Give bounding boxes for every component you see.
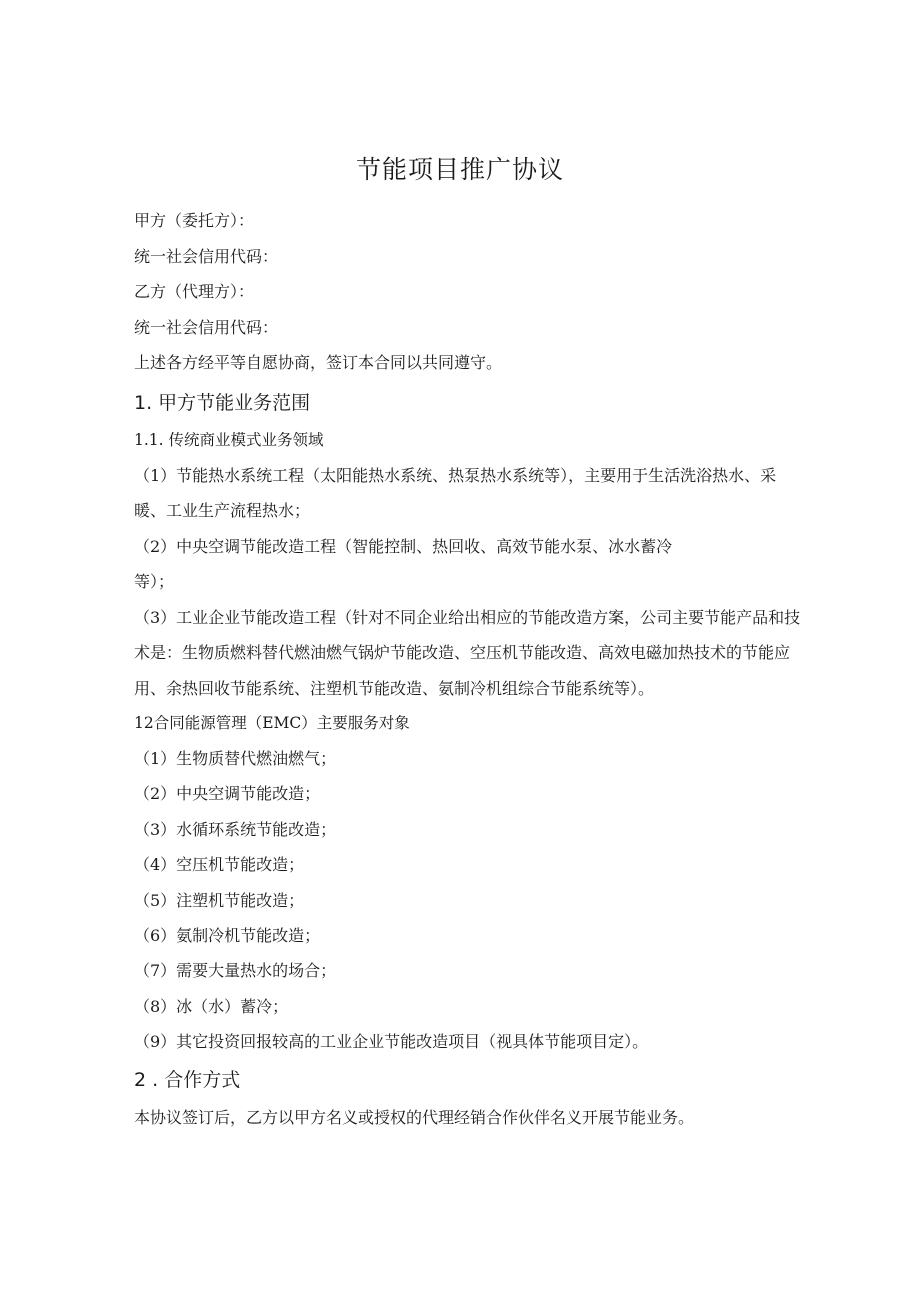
list-item: （2）中央空调节能改造工程（智能控制、热回收、高效节能水泵、冰水蓄冷: [134, 536, 673, 556]
preamble-text: 上述各方经平等自愿协商，签订本合同以共同遵守。: [134, 353, 503, 372]
list-item: 等）；: [134, 572, 175, 591]
party-a-credit-code-line: 统一社会信用代码：: [134, 246, 279, 266]
list-item: （1）生物质替代燃油燃气；: [134, 749, 337, 768]
list-item: （3）水循环系统节能改造；: [134, 819, 337, 839]
section-1-heading: 1. 甲方节能业务范围: [134, 391, 311, 414]
list-item: （9）其它投资回报较高的工业企业节能改造项目（视具体节能项目定）。: [134, 1032, 649, 1052]
list-item: （7）需要大量热水的场合；: [134, 961, 337, 981]
list-item: （1）节能热水系统工程（太阳能热水系统、热泵热水系统等），主要用于生活洗浴热水、采暖、工业生产流程热水；: [134, 465, 777, 520]
list-item: （8）冰（水）蓄冷；: [134, 996, 289, 1016]
section-2-heading: 2 . 合作方式: [134, 1068, 241, 1091]
list-item: （6）氨制冷机节能改造；: [134, 926, 321, 946]
section-1-2-heading: 12合同能源管理（EMC）主要服务对象: [134, 714, 410, 732]
list-item: （3）工业企业节能改造工程（针对不同企业给出相应的节能改造方案，公司主要节能产品和技术是：生物质燃料替代燃油燃气锅炉节能改造、空压机节能改造、高效电磁加热技术的节能应用、余热回收节能系统、注塑机节能改造、氨制冷机组综合节能系统等）。: [134, 607, 801, 698]
section-1-1-heading: 1.1. 传统商业模式业务领域: [134, 430, 324, 449]
party-b-line: 乙方（代理方）：: [134, 282, 255, 301]
list-item: （5）注塑机节能改造；: [134, 890, 305, 910]
list-item: （4）空压机节能改造；: [134, 855, 305, 875]
section-2-body: 本协议签订后，乙方以甲方名义或授权的代理经销合作伙伴名义开展节能业务。: [134, 1107, 695, 1127]
document-body: [134, 203, 804, 1135]
party-a-line: 甲方（委托方）：: [134, 211, 255, 230]
party-b-credit-code-line: 统一社会信用代码：: [134, 317, 279, 337]
list-item: （2）中央空调节能改造；: [134, 784, 321, 804]
document-title: 节能项目推广协议: [355, 155, 564, 184]
